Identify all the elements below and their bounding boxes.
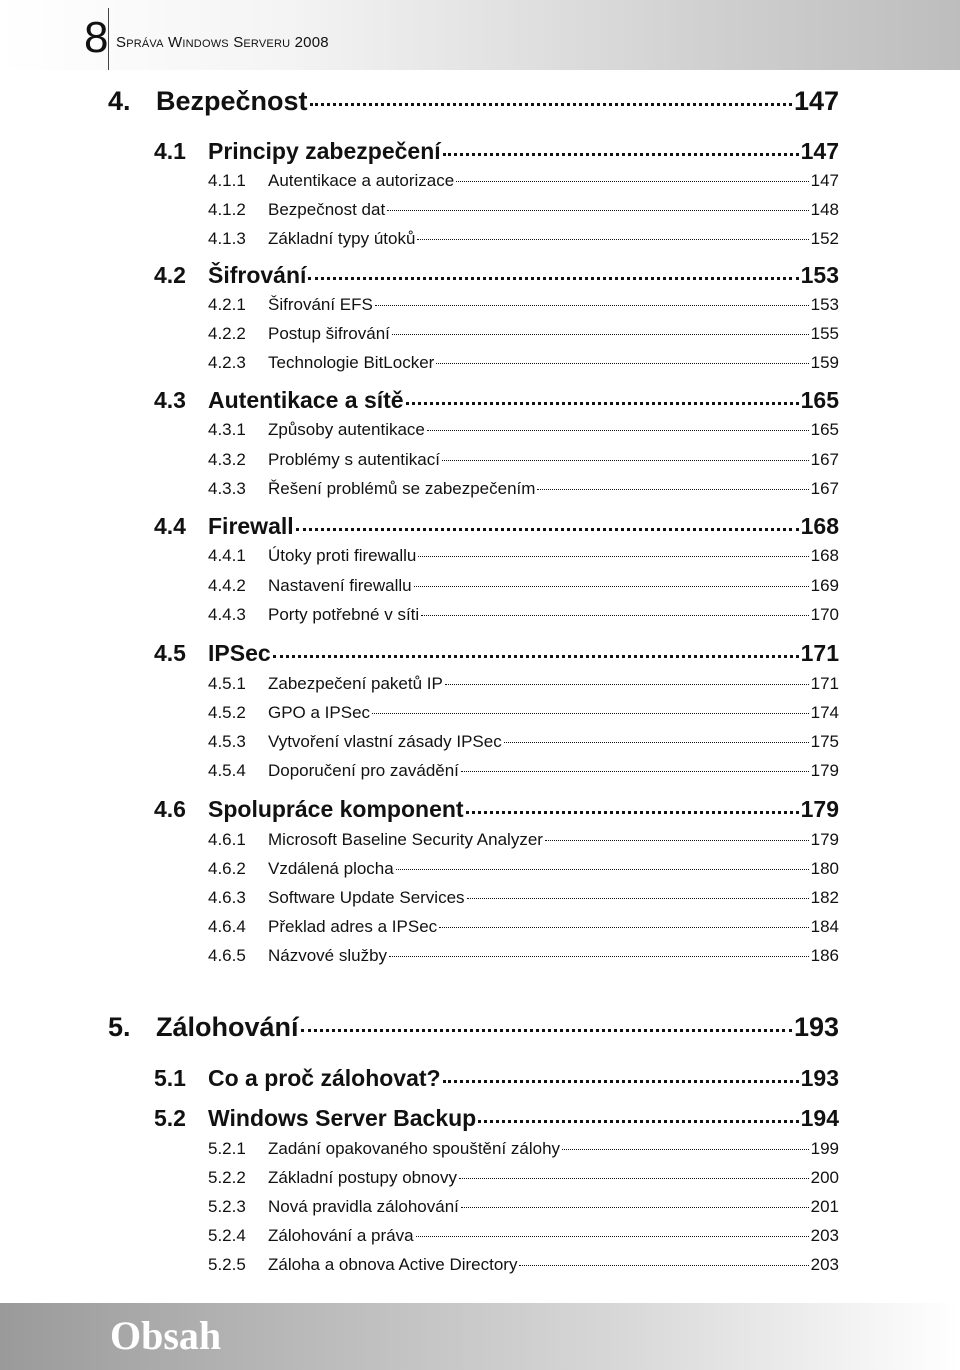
toc-entry-page: 180 (810, 859, 839, 878)
toc-entry-page: 179 (810, 761, 839, 780)
toc-entry-page: 194 (800, 1105, 839, 1131)
toc-entry-title: Co a proč zálohovat? (208, 1065, 441, 1091)
toc-entry-title: Bezpečnost dat (268, 200, 386, 219)
toc-entry-title: Zabezpečení paketů IP (268, 674, 443, 693)
toc-entry-sub[interactable] (208, 605, 839, 629)
toc-entry-page: 147 (793, 86, 839, 116)
toc-entry-number: 4.5.3 (208, 732, 246, 751)
toc-entry-page: 203 (810, 1255, 839, 1274)
toc-entry-sub[interactable] (208, 295, 839, 319)
toc-entry-title: Způsoby autentikace (268, 420, 425, 439)
toc-entry-number: 4.6.5 (208, 946, 246, 965)
dot-leader (442, 460, 809, 461)
toc-entry-title: Bezpečnost (156, 86, 308, 116)
toc-entry-sub[interactable] (208, 761, 839, 785)
dot-leader (445, 684, 809, 685)
toc-entry-page: 175 (810, 732, 839, 751)
toc-entry-section[interactable] (154, 640, 839, 670)
toc-entry-number: 5.2.4 (208, 1226, 246, 1245)
toc-entry-number: 4.4.1 (208, 546, 246, 565)
dot-leader (301, 1029, 792, 1032)
toc-entry-number: 5.2.3 (208, 1197, 246, 1216)
toc-entry-number: 4. (108, 86, 131, 116)
toc-entry-title: Útoky proti firewallu (268, 546, 417, 565)
toc-entry-sub[interactable] (208, 546, 839, 570)
dot-leader (466, 811, 799, 814)
dot-leader (461, 771, 809, 772)
toc-entry-sub[interactable] (208, 1139, 839, 1163)
dot-leader (478, 1120, 798, 1123)
toc-entry-sub[interactable] (208, 171, 839, 195)
toc-entry-title: Spolupráce komponent (208, 796, 464, 822)
toc-entry-title: Zadání opakovaného spouštění zálohy (268, 1139, 561, 1158)
dot-leader (443, 153, 799, 156)
toc-entry-page: 153 (800, 262, 839, 288)
toc-entry-page: 182 (810, 888, 839, 907)
toc-entry-number: 4.3.1 (208, 420, 246, 439)
toc-entry-page: 168 (810, 546, 839, 565)
toc-entry-number: 5.2.5 (208, 1255, 246, 1274)
toc-entry-sub[interactable] (208, 674, 839, 698)
toc-entry-title: Zálohování a práva (268, 1226, 414, 1245)
dot-leader (416, 1236, 809, 1237)
toc-entry-number: 4.6.3 (208, 888, 246, 907)
toc-entry-chapter[interactable] (108, 86, 839, 120)
toc-entry-page: 193 (793, 1012, 839, 1042)
toc-entry-page: 171 (800, 640, 839, 666)
toc-entry-sub[interactable] (208, 420, 839, 444)
dot-leader (504, 742, 809, 743)
dot-leader (372, 713, 809, 714)
toc-entry-sub[interactable] (208, 1168, 839, 1192)
dot-leader (562, 1149, 809, 1150)
dot-leader (375, 305, 809, 306)
toc-entry-title: Porty potřebné v síti (268, 605, 420, 624)
toc-entry-page: 170 (810, 605, 839, 624)
toc-entry-title: Windows Server Backup (208, 1105, 477, 1131)
dot-leader (396, 869, 809, 870)
toc-entry-page: 167 (810, 479, 839, 498)
dot-leader (421, 615, 808, 616)
dot-leader (406, 402, 799, 405)
toc-entry-number: 4.4.2 (208, 576, 246, 595)
toc-entry-title: Autentikace a sítě (208, 387, 404, 413)
toc-entry-title: Základní postupy obnovy (268, 1168, 458, 1187)
toc-entry-number: 4.1.3 (208, 229, 246, 248)
toc-entry-title: GPO a IPSec (268, 703, 371, 722)
toc-entry-number: 4.6 (154, 796, 186, 822)
page-number: 8 (84, 13, 109, 62)
dot-leader (443, 1080, 799, 1083)
dot-leader (519, 1265, 808, 1266)
dot-leader (537, 489, 808, 490)
running-title: Správa Windows Serveru 2008 (116, 34, 329, 51)
toc-entry-page: 159 (810, 353, 839, 372)
toc-entry-page: 165 (810, 420, 839, 439)
toc-entry-number: 4.2.2 (208, 324, 246, 343)
toc-entry-title: Nastavení firewallu (268, 576, 412, 595)
dot-leader (418, 556, 808, 557)
toc-entry-title: Autentikace a autorizace (268, 171, 455, 190)
toc-entry-title: Překlad adres a IPSec (268, 917, 438, 936)
toc-entry-number: 4.2.1 (208, 295, 246, 314)
toc-entry-sub[interactable] (208, 324, 839, 348)
toc-entry-sub[interactable] (208, 353, 839, 377)
toc-entry-sub[interactable] (208, 888, 839, 912)
dot-leader (456, 181, 808, 182)
toc-entry-page: 193 (800, 1065, 839, 1091)
toc-entry-sub[interactable] (208, 1255, 839, 1279)
dot-leader (308, 277, 798, 280)
dot-leader (427, 430, 809, 431)
dot-leader (545, 840, 809, 841)
dot-leader (389, 956, 809, 957)
toc-entry-title: Šifrování (208, 262, 307, 288)
dot-leader (461, 1207, 809, 1208)
toc-entry-sub[interactable] (208, 703, 839, 727)
toc-entry-sub[interactable] (208, 200, 839, 224)
toc-entry-number: 4.1 (154, 138, 186, 164)
dot-leader (310, 103, 792, 106)
toc-entry-page: 199 (810, 1139, 839, 1158)
dot-leader (273, 655, 799, 658)
toc-entry-title: Microsoft Baseline Security Analyzer (268, 830, 543, 849)
toc-entry-number: 5. (108, 1012, 131, 1042)
toc-entry-title: Názvové služby (268, 946, 388, 965)
toc-entry-number: 4.5.4 (208, 761, 246, 780)
toc-entry-sub[interactable] (208, 479, 839, 503)
toc-entry-sub[interactable] (208, 830, 839, 854)
toc-entry-number: 4.1.2 (208, 200, 246, 219)
toc-entry-page: 171 (810, 674, 839, 693)
toc-entry-sub[interactable] (208, 576, 839, 600)
toc-entry-page: 169 (810, 576, 839, 595)
toc-entry-section[interactable] (154, 1065, 839, 1095)
toc-entry-title: Vytvoření vlastní zásady IPSec (268, 732, 502, 751)
toc-entry-section[interactable] (154, 387, 839, 417)
dot-leader (467, 898, 809, 899)
toc-entry-section[interactable] (154, 796, 839, 826)
toc-entry-sub[interactable] (208, 450, 839, 474)
toc-entry-title: Řešení problémů se zabezpečením (268, 479, 536, 498)
toc-entry-page: 165 (800, 387, 839, 413)
toc-entry-number: 4.5 (154, 640, 186, 666)
toc-entry-title: IPSec (208, 640, 271, 666)
toc-entry-page: 167 (810, 450, 839, 469)
toc-entry-title: Software Update Services (268, 888, 465, 907)
toc-entry-page: 186 (810, 946, 839, 965)
toc-entry-page: 200 (810, 1168, 839, 1187)
toc-entry-sub[interactable] (208, 732, 839, 756)
dot-leader (417, 239, 808, 240)
toc-entry-sub[interactable] (208, 229, 839, 253)
toc-entry-page: 174 (810, 703, 839, 722)
toc-entry-page: 147 (800, 138, 839, 164)
dot-leader (392, 334, 809, 335)
dot-leader (459, 1178, 809, 1179)
toc-entry-title: Doporučení pro zavádění (268, 761, 459, 780)
dot-leader (436, 363, 808, 364)
toc-entry-number: 4.6.2 (208, 859, 246, 878)
toc-entry-number: 4.3 (154, 387, 186, 413)
toc-entry-page: 148 (810, 200, 839, 219)
toc-entry-number: 5.2 (154, 1105, 186, 1131)
toc-entry-sub[interactable] (208, 1226, 839, 1250)
toc-entry-title: Firewall (208, 513, 294, 539)
toc-entry-number: 4.1.1 (208, 171, 246, 190)
toc-entry-section[interactable] (154, 513, 839, 543)
toc-entry-title: Vzdálená plocha (268, 859, 394, 878)
toc-entry-page: 179 (810, 830, 839, 849)
toc-entry-sub[interactable] (208, 1197, 839, 1221)
toc-entry-title: Šifrování EFS (268, 295, 373, 314)
toc-entry-page: 153 (810, 295, 839, 314)
toc-entry-title: Zálohování (156, 1012, 299, 1042)
toc-entry-section[interactable] (154, 1105, 839, 1135)
toc-entry-section[interactable] (154, 262, 839, 292)
toc-entry-title: Nová pravidla zálohování (268, 1197, 459, 1216)
toc-entry-number: 5.2.2 (208, 1168, 246, 1187)
toc-entry-number: 4.3.3 (208, 479, 246, 498)
toc-entry-number: 4.6.1 (208, 830, 246, 849)
toc-entry-number: 4.5.1 (208, 674, 246, 693)
toc-entry-page: 152 (810, 229, 839, 248)
toc-entry-sub[interactable] (208, 946, 839, 970)
toc-entry-number: 4.5.2 (208, 703, 246, 722)
footer-label: Obsah (110, 1313, 222, 1358)
toc-entry-number: 4.3.2 (208, 450, 246, 469)
toc-entry-page: 184 (810, 917, 839, 936)
toc-entry-number: 5.2.1 (208, 1139, 246, 1158)
toc-entry-page: 155 (810, 324, 839, 343)
toc-entry-title: Záloha a obnova Active Directory (268, 1255, 518, 1274)
toc-entry-number: 4.4 (154, 513, 186, 539)
toc-entry-title: Principy zabezpečení (208, 138, 441, 164)
toc-entry-page: 179 (800, 796, 839, 822)
toc-entry-number: 4.6.4 (208, 917, 246, 936)
dot-leader (439, 927, 808, 928)
toc-entry-number: 5.1 (154, 1065, 186, 1091)
dot-leader (296, 528, 799, 531)
toc-entry-title: Postup šifrování (268, 324, 390, 343)
dot-leader (387, 210, 808, 211)
toc-entry-number: 4.4.3 (208, 605, 246, 624)
toc-entry-chapter[interactable] (108, 1012, 839, 1046)
toc-entry-number: 4.2.3 (208, 353, 246, 372)
toc-entry-page: 201 (810, 1197, 839, 1216)
toc-entry-title: Základní typy útoků (268, 229, 416, 248)
toc-entry-page: 168 (800, 513, 839, 539)
dot-leader (414, 586, 809, 587)
toc-entry-title: Problémy s autentikací (268, 450, 440, 469)
toc-entry-sub[interactable] (208, 917, 839, 941)
toc-entry-page: 147 (810, 171, 839, 190)
toc-entry-section[interactable] (154, 138, 839, 168)
toc-entry-sub[interactable] (208, 859, 839, 883)
toc-entry-title: Technologie BitLocker (268, 353, 435, 372)
toc-entry-number: 4.2 (154, 262, 186, 288)
toc-entry-page: 203 (810, 1226, 839, 1245)
